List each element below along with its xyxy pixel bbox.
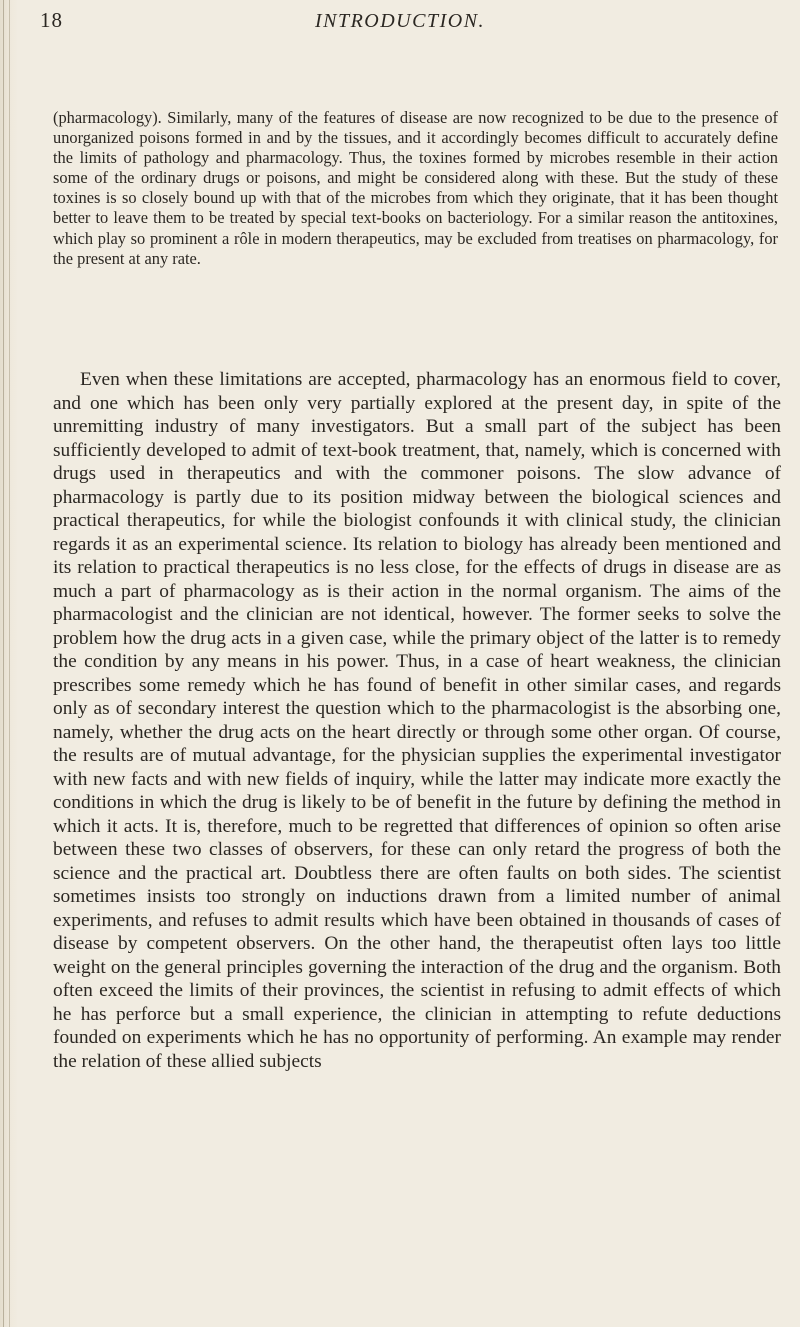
running-title: INTRODUCTION. [314, 10, 486, 32]
main-paragraph: Even when these limitations are accepted, pharmacology has an enormous field to cover, and one which has been only very partially explored at the present day, in spite of the unremitting industry of many investigators. But a small part of the subject has been sufficiently developed to admit of text-book treatment, that, namely, which is concerned with drugs used in therapeutics and with the commoner poisons. The slow advance of pharmacology is partly due to its position midway between the biological sciences and practical therapeutics, for while the biologist confounds it with clinical study, the clinician regards it as an experimental science. Its relation to biology has already been mentioned and its relation to practical therapeutics is no less close, for the effects of drugs in disease are as much a part of pharmacology as is their action in the normal organism. The aims of the pharmacologist and the clinician are not identical, however. The former seeks to solve the problem how the drug acts in a given case, while the primary object of the latter is to remedy the condition by any means in his power. Thus, in a case of heart weakness, the clinician prescribes some remedy which he has found of benefit in other similar cases, and regards only as of secondary interest the question which to the pharmacologist is the absorbing one, namely, whether the drug acts on the heart directly or through some other organ. Of course, the results are of mutual advantage, for the physician supplies the experimental investigator with new facts and with new fields of inquiry, while the latter may indicate more exactly the conditions in which the drug is likely to be of benefit in the future by defining the method in which it acts. It is, therefore, much to be regretted that differences of opinion so often arise between these two classes of observers, for these can only retard the progress of both the science and the practical art. Doubtless there are often faults on both sides. The scientist sometimes insists too strongly on inductions drawn from a limited number of animal experiments, and refuses to admit results which have been obtained in thousands of cases of disease by competent observers. On the other hand, the therapeutist often lays too little weight on the general principles governing the interaction of the drug and the organism. Both often exceed the limits of their provinces, the scientist in refusing to admit effects of which he has perforce but a small experience, the clinician in attempting to refute deductions founded on experiments which he has no opportunity of performing. An example may render the relation of these allied subjects [53, 369, 781, 1072]
page-number: 18 [40, 8, 63, 32]
book-binding-edge [0, 0, 18, 1327]
small-print-paragraph: (pharmacology). Similarly, many of the features of disease are now recognized to be due to the presence of unorganized poisons formed in and by the tissues, and it accordingly becomes difficult to accurately define the limits of pathology and pharmacology. Thus, the toxines formed by microbes resemble in their action some of the ordinary drugs or poisons, and might be considered along with these. But the study of these toxines is so closely bound up with that of the microbes from which they originate, that it has been thought better to leave them to be treated by special text-books on bacteriology. For a similar reason the antitoxines, which play so prominent a rôle in modern therapeutics, may be excluded from treatises on pharmacology, for the present at any rate. [53, 108, 778, 268]
